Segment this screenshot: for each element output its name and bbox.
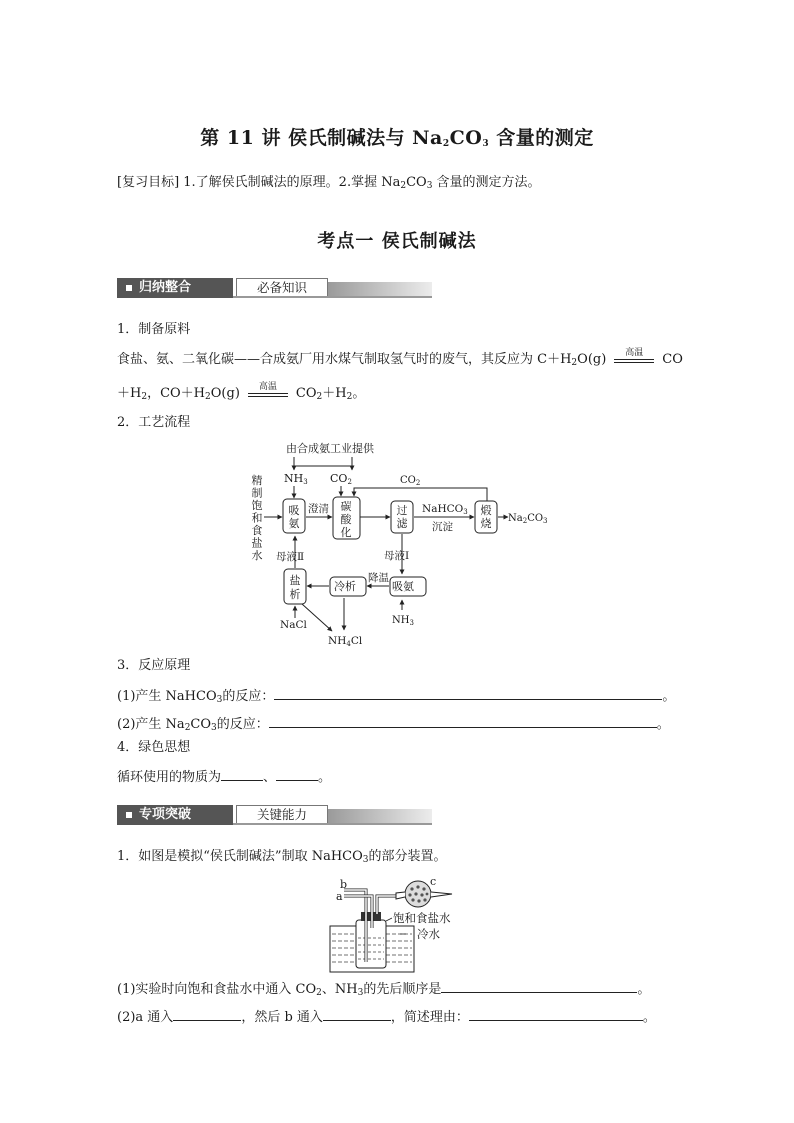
label-co2: CO2 — [330, 472, 352, 486]
label-nh3-in: $NH_3$ — [392, 615, 414, 627]
label-cool-down: 降温 — [368, 572, 389, 584]
question-recycled-substances: 循环使用的物质为 、 。 — [117, 766, 331, 787]
high-temp-condition: 高温 — [612, 352, 656, 368]
label-source: 由合成氨工业提供 — [286, 442, 374, 455]
heading-reaction-principle: 3．反应原理 — [117, 658, 191, 673]
answer-blank[interactable] — [173, 1006, 241, 1021]
question-na2co3-reaction: (2)产生 $Na_2CO_3$的反应： 。 — [117, 713, 670, 737]
heading-raw-materials: 1．制备原料 — [117, 322, 191, 337]
section-title: 考点一 侯氏制碱法 — [317, 231, 477, 252]
band-tab: 专项突破 — [117, 805, 233, 825]
high-temp-condition: 高温 — [246, 386, 290, 402]
label-clarify: 澄清 — [308, 503, 329, 515]
label-salt-out: 盐析 — [289, 574, 301, 601]
label-nh4cl: NH4Cl — [328, 635, 363, 648]
answer-blank[interactable] — [323, 1006, 391, 1021]
band-subtitle: 必备知识 — [236, 278, 328, 298]
label-saturated-brine: 饱和食盐水 — [393, 911, 451, 925]
answer-blank[interactable] — [274, 685, 662, 700]
label-brine: 精制饱和食盐水 — [251, 474, 263, 562]
label-filter: 过滤 — [396, 504, 408, 530]
band-gradient — [328, 282, 432, 296]
label-absorb-ammonia-2: 吸氨 — [392, 580, 414, 593]
label-cold-water: 冷水 — [417, 927, 440, 941]
label-product: $Na_2CO_3$ — [508, 513, 548, 525]
page-title: 第 11 讲 侯氏制碱法与 $Na_2CO_3$ 含量的测定 — [200, 127, 594, 149]
band-gradient — [328, 809, 432, 823]
answer-blank[interactable] — [441, 978, 637, 993]
label-absorb-ammonia: 吸氨 — [288, 504, 300, 530]
section-band-practice — [117, 805, 437, 825]
answer-blank[interactable] — [276, 766, 318, 781]
answer-blank[interactable] — [221, 766, 263, 781]
problem-1-question-1: (1)实验时向饱和食盐水中通入 $CO_2$、$NH_3$的先后顺序是 。 — [117, 978, 650, 1002]
label-a: a — [336, 890, 343, 903]
raw-materials-line1: 食盐、氨、二氧化碳——合成氨厂用水煤气制取氢气时的废气，其反应为 $C+H_2O(g)$ 高温 CO — [117, 347, 683, 368]
label-cool: 冷析 — [334, 580, 356, 593]
apparatus-figure — [326, 876, 476, 976]
question-nahco3-reaction: (1)产生 NaHCO$_3$的反应： 。 — [117, 685, 675, 709]
label-precipitate: 沉淀 — [432, 521, 453, 533]
label-mother-liquor-1: 母液Ⅰ — [384, 550, 410, 562]
answer-blank[interactable] — [269, 713, 657, 728]
answer-blank[interactable] — [469, 1006, 643, 1021]
label-calcine: 煅烧 — [480, 504, 492, 530]
section-band-summary — [117, 278, 437, 298]
label-c: c — [430, 876, 437, 888]
problem-1-question-2: (2)a 通入 ，然后 b 通入 ，简述理由： 。 — [117, 1006, 656, 1027]
label-mother-liquor-2: 母液Ⅱ — [276, 551, 305, 563]
band-tab: 归纳整合 — [117, 278, 233, 298]
band-subtitle: 关键能力 — [236, 805, 328, 825]
review-objectives: [复习目标] 1.了解侯氏制碱法的原理。2.掌握 $Na_2CO_3$ 含量的测定方法。 — [117, 175, 541, 191]
label-b: b — [340, 878, 348, 891]
band-divider — [233, 823, 432, 825]
process-flow-diagram — [240, 438, 560, 650]
problem-1-intro: 1．如图是模拟“侯氏制碱法”制取 NaHCO$_3$的部分装置。 — [117, 849, 447, 865]
label-nahco3: NaHCO3 — [422, 503, 468, 516]
heading-green-idea: 4．绿色思想 — [117, 740, 191, 755]
raw-materials-line2: $+H_2$，$CO+H_2O(g)$ 高温 $CO_2+H_2$。 — [117, 381, 366, 402]
square-icon — [126, 812, 132, 818]
label-nacl: NaCl — [280, 619, 307, 631]
label-nh3: NH3 — [284, 472, 308, 486]
heading-process-flow: 2．工艺流程 — [117, 415, 191, 430]
band-divider — [233, 296, 432, 298]
square-icon — [126, 285, 132, 291]
label-carbonation: 碳酸化 — [340, 500, 352, 539]
label-co2-recycle: $CO_2$ — [400, 475, 421, 487]
